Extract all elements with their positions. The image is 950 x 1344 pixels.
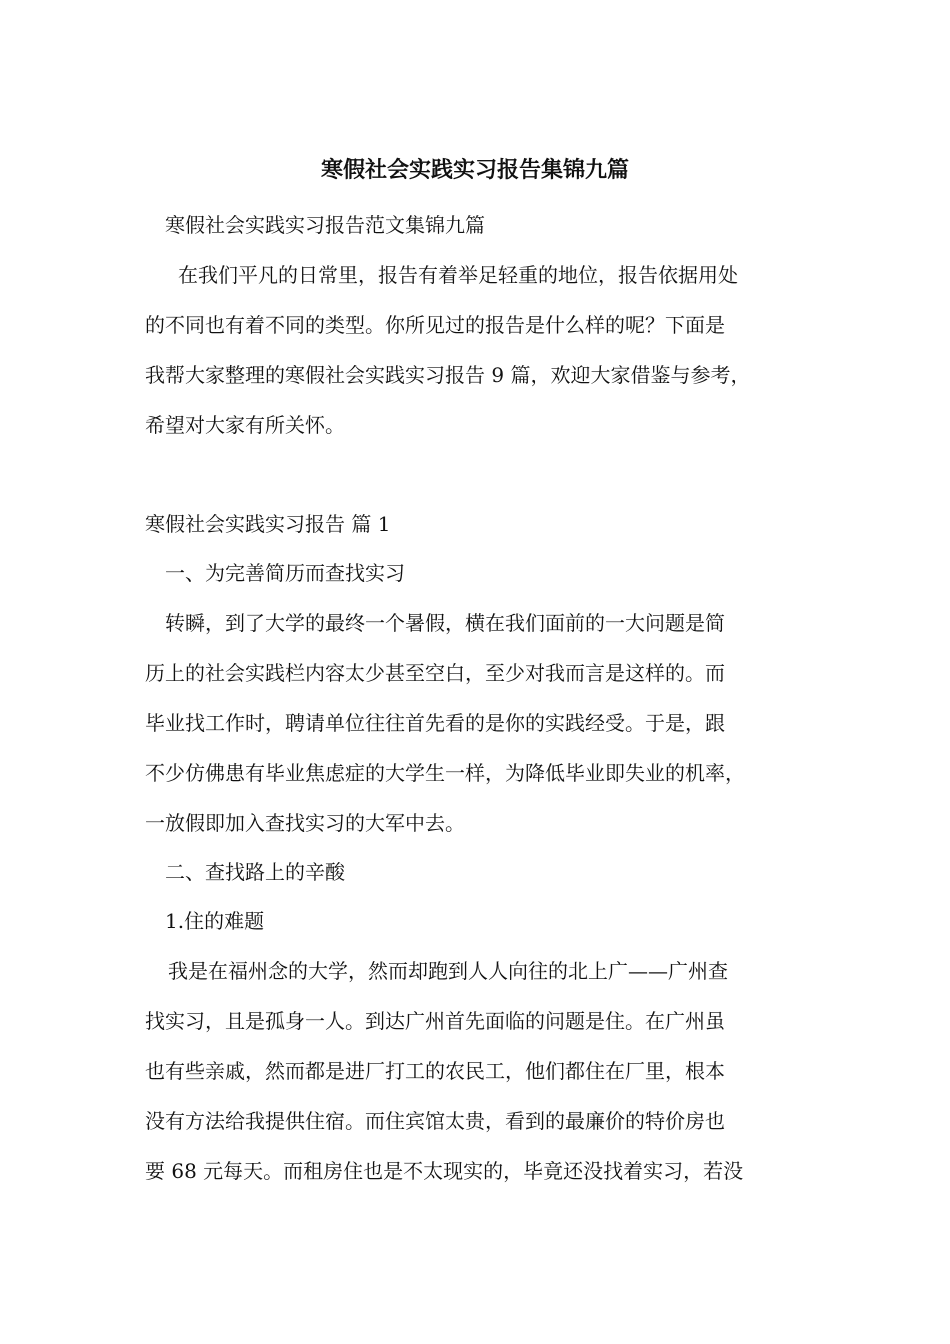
document-subtitle: 寒假社会实践实习报告范文集锦九篇 — [165, 213, 485, 237]
paragraph-line: 找实习，且是孤身一人。到达广州首先面临的问题是住。在广州虽 — [145, 1009, 725, 1033]
intro-line: 希望对大家有所关怀。 — [145, 413, 345, 437]
paragraph-line: 不少仿佛患有毕业焦虑症的大学生一样，为降低毕业即失业的机率， — [145, 761, 745, 785]
section-heading: 寒假社会实践实习报告 篇 1 — [145, 512, 391, 536]
paragraph-line: 历上的社会实践栏内容太少甚至空白，至少对我而言是这样的。而 — [145, 661, 725, 685]
intro-line: 我帮大家整理的寒假社会实践实习报告 9 篇，欢迎大家借鉴与参考， — [145, 363, 751, 387]
intro-line: 在我们平凡的日常里，报告有着举足轻重的地位，报告依据用处 — [178, 263, 738, 287]
paragraph-line: 也有些亲戚，然而都是进厂打工的农民工，他们都住在厂里，根本 — [145, 1059, 725, 1083]
document-title: 寒假社会实践实习报告集锦九篇 — [320, 157, 629, 183]
paragraph-line: 没有方法给我提供住宿。而住宾馆太贵，看到的最廉价的特价房也 — [145, 1109, 725, 1133]
heading-1: 一、为完善简历而查找实习 — [165, 561, 405, 585]
paragraph-line: 毕业找工作时，聘请单位往往首先看的是你的实践经受。于是，跟 — [145, 711, 725, 735]
paragraph-line: 一放假即加入查找实习的大军中去。 — [145, 811, 465, 835]
paragraph-line: 要 68 元每天。而租房住也是不太现实的，毕竟还没找着实习，若没 — [145, 1159, 744, 1183]
intro-line: 的不同也有着不同的类型。你所见过的报告是什么样的呢？下面是 — [145, 313, 725, 337]
subheading-1: 1.住的难题 — [165, 909, 265, 933]
heading-2: 二、查找路上的辛酸 — [165, 860, 345, 884]
paragraph-line: 我是在福州念的大学，然而却跑到人人向往的北上广——广州查 — [168, 959, 728, 983]
paragraph-line: 转瞬，到了大学的最终一个暑假，横在我们面前的一大问题是简 — [165, 611, 725, 635]
